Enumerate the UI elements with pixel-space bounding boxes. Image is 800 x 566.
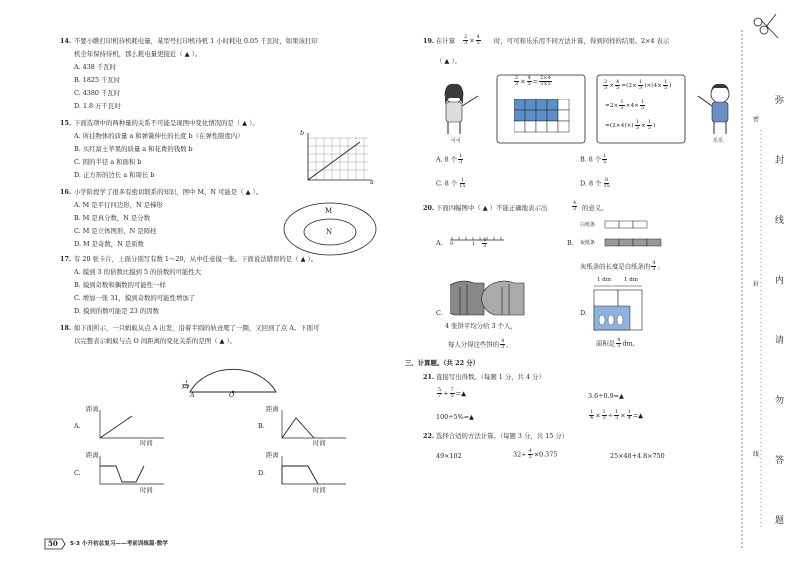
q20-nl-zero: 0	[450, 241, 454, 247]
q20-number: 20.	[423, 204, 435, 212]
scissors-icon	[748, 8, 798, 48]
q16-option-a: A. M 是平行四边形，N 是梯形	[74, 201, 163, 209]
side-char-7: 答	[775, 456, 785, 466]
side-char-3: 线	[775, 216, 785, 226]
q18-graph-b-xlabel: 时间	[313, 439, 326, 447]
q16-label-n: N	[326, 228, 333, 236]
q21-text: 直接写出得数。（每题 1 分，共 4 分）	[436, 373, 545, 381]
page-number: 50	[48, 539, 58, 548]
q20-nl-frac: $\frac{4}{3}$	[483, 237, 487, 249]
cut-line	[737, 30, 747, 550]
q18-graph-a-xlabel: 时间	[140, 439, 153, 447]
q14-option-c: C. 4380 千瓦时	[74, 89, 121, 97]
q19-option-a: A. 8 个 $\frac{1}{3}$	[436, 153, 463, 165]
q20-dm-label-2: 1 dm	[624, 277, 638, 283]
q20-nl-one: 1	[472, 241, 476, 247]
q16-option-d: D. M 是奇数，N 是质数	[74, 240, 144, 248]
q14-number: 14.	[60, 37, 72, 45]
q16-option-c: C. M 是立体图形，N 是圆柱	[74, 227, 157, 235]
q15-axis-a-label: a	[370, 178, 374, 186]
q18-graph-a	[98, 408, 168, 442]
q20-fraction: $\frac{4}{3}$	[573, 200, 577, 212]
q19-stem-2: （ ▲ ）。	[436, 57, 461, 65]
q22-number: 22.	[423, 432, 435, 440]
q20-pizza-text-2: 每人分得这些饼的 $\frac{4}{3}$ 。	[448, 338, 513, 350]
q20-area-figure	[592, 284, 652, 332]
q15-option-b: B. 买红富士苹果的质量 a 和花费的钱数 b	[74, 145, 193, 153]
side-char-8: 题	[775, 516, 785, 526]
q18-graph-c-ylabel: 距离	[86, 451, 99, 459]
q18-graph-c	[98, 454, 168, 488]
q18-stem: 如下面所示，一只蚂蚁从点 A 出发，沿着半圆的轨迹爬了一圈，又回到了点 A。下面可	[74, 324, 320, 332]
q18-graph-c-letter: C.	[74, 469, 81, 477]
q20-strips	[604, 220, 664, 250]
q15-option-a: A. 所挂物体的质量 a 和弹簧伸长的长度 b（在弹性限度内）	[74, 132, 244, 140]
q20-label-a: A.	[436, 239, 443, 247]
q22-expr-1: 49×102	[436, 452, 462, 460]
q16-label-m: M	[325, 207, 333, 215]
seal-mark-1: 密	[753, 116, 760, 123]
side-char-6: 勿	[775, 396, 785, 406]
q19-shaded-grid	[514, 99, 572, 137]
q20-label-b: B.	[567, 239, 574, 247]
q20-number-line	[448, 232, 508, 256]
q18-point-a: A	[190, 391, 195, 399]
q22-text: 选择合适的方法计算。（每题 3 分，共 15 分）	[436, 432, 569, 440]
side-char-1: 弥	[775, 96, 785, 106]
q19-formula-line-1: $\frac{2}{3}$ × $\frac{4}{5}$ =(2× $\frac{1}{3}$ )×(4× $\frac{1}{5}$ )	[604, 79, 672, 91]
name-lele: 乐乐	[713, 138, 724, 144]
q20-gray-text: 灰纸条的长度是白纸条的 $\frac{4}{3}$ 。	[580, 260, 664, 272]
q20-area-text: 面积是 $\frac{4}{3}$ dm。	[596, 337, 639, 349]
q20-dm-label-1: 1 dm	[597, 277, 611, 283]
q16-option-b: B. M 是真分数，N 是分数	[74, 214, 151, 222]
q20-pizza-text-1: 4 张饼平均分给 3 个人，	[445, 322, 517, 330]
q19-option-c: C. 8 个 $\frac{1}{15}$	[436, 177, 466, 189]
q16-stem: 小学阶段学了很多有密切联系的知识，图中 M、N 可能是（ ▲ ）。	[74, 188, 263, 196]
book-title: 5·3 小升初总复习——考前训练篇·数学	[70, 541, 168, 547]
name-keke: 可可	[451, 138, 462, 144]
q20-pizza-figure	[450, 277, 530, 321]
q19-stem-b: 时，可可和乐乐用不同方法计算，得到同样的结果。2×4 表示	[494, 37, 670, 45]
q18-graph-b-ylabel: 距离	[266, 405, 279, 413]
q21-expr-2: 3.6÷0.9=▲	[588, 392, 624, 400]
q21-expr-4: $\frac{1}{4}$ × $\frac{1}{3}$ ÷ $\frac{1}{3}$ × $\frac{1}{4}$ =▲	[590, 409, 644, 421]
q19-formula-line-2: =2× $\frac{1}{3}$ ×4× $\frac{1}{5}$	[605, 99, 645, 111]
q22-expr-2: 32÷ $\frac{4}{5}$ ×0.375	[513, 448, 558, 460]
q19-number: 19.	[423, 37, 435, 45]
side-char-4: 内	[775, 276, 785, 286]
q20-label-d: D.	[580, 309, 587, 317]
q18-semicircle-figure	[172, 350, 282, 400]
q18-graph-d-letter: D.	[258, 469, 265, 477]
q17-number: 17.	[60, 255, 72, 263]
q19-stem-a: 在计算	[436, 37, 456, 45]
q15-option-d: D. 正方形的边长 a 和周长 b	[74, 171, 155, 179]
q14-stem-2: 机全年保持待机，那么耗电量更接近（ ▲ ）。	[74, 50, 202, 58]
q21-expr-3: 100÷5%=▲	[436, 413, 474, 421]
q14-stem: 不要小瞧打印机待机耗电量，某型号打印机待机 1 小时耗电 0.05 千瓦时，如果该打印	[74, 37, 318, 45]
q20-label-c: C.	[436, 309, 443, 317]
q19-formula-line-3: =(2×4)×( $\frac{1}{3}$ × $\frac{1}{5}$ )	[605, 119, 656, 131]
q15-stem: 下面选项中的两种量的关系不可能呈现图中变化情况的是（ ▲ ）。	[74, 119, 259, 127]
q15-option-c: C. 圆的半径 a 和面积 b	[74, 158, 142, 166]
q20-stem-b: 的意义。	[582, 204, 608, 212]
q19-grid-formula: $\frac{2}{3}$ × $\frac{4}{5}$ = $\frac{2\times 4}{3\times 5}$	[515, 75, 551, 87]
q18-graph-d-ylabel: 距离	[266, 451, 279, 459]
q17-stem: 有 20 张卡片，上面分别写有数 1～20，从中任意摸一张。下面说法错误的是（ ▲ ）。	[74, 255, 318, 263]
q18-graph-a-ylabel: 距离	[86, 405, 99, 413]
q18-graph-c-xlabel: 时间	[140, 486, 153, 494]
q20-stem-a: 下面四幅图中（ ▲ ）不能正确地表示出	[436, 204, 548, 212]
girl-kekeicon	[432, 80, 482, 138]
q20-white-strip-label: 白纸条	[580, 222, 596, 228]
q17-option-a: A. 摸到 3 的倍数比摸到 5 的倍数的可能性大	[74, 268, 202, 276]
q17-option-c: C. 增加一张 31，摸到奇数的可能性增加了	[74, 294, 196, 302]
q20-gray-strip-label: 灰纸条	[580, 240, 596, 246]
q21-expr-1: $\frac{5}{7}$ + $\frac{7}{5}$ =▲	[438, 387, 467, 399]
q15-number: 15.	[60, 119, 72, 127]
q19-expression: $\frac{2}{3}$ × $\frac{4}{5}$	[464, 34, 480, 46]
q16-number: 16.	[60, 188, 72, 196]
q15-axis-b-label: b	[300, 129, 305, 137]
q19-option-b: B. 8 个 $\frac{1}{5}$	[580, 153, 607, 165]
q18-number: 18.	[60, 324, 72, 332]
q14-option-b: B. 1825 千瓦时	[74, 76, 121, 84]
q14-option-d: D. 1.8 万千瓦时	[74, 102, 121, 110]
section-3-title: 三、计算题。（共 22 分）	[405, 359, 480, 367]
q17-option-d: D. 摸到的数可能是 23 的因数	[74, 307, 160, 315]
q14-option-a: A. 438 千瓦时	[74, 63, 117, 71]
seal-mark-2: 封	[753, 281, 760, 288]
q22-expr-3: 25×48+4.8×750	[610, 452, 665, 460]
q18-point-o: O	[229, 391, 235, 399]
q18-graph-b-letter: B.	[258, 422, 265, 430]
side-char-2: 封	[775, 156, 785, 166]
q18-graph-d	[280, 454, 350, 488]
q15-line-graph	[298, 128, 378, 188]
side-char-5: 请	[775, 336, 785, 346]
q19-option-d: D. 8 个 $\frac{8}{15}$	[580, 177, 610, 189]
q18-graph-a-letter: A.	[74, 422, 81, 430]
q18-stem-2: 以完整表示蚂蚁与点 O 间距离的变化关系的是图（ ▲ ）。	[74, 337, 237, 345]
q17-option-b: B. 摸到奇数和偶数的可能性一样	[74, 281, 166, 289]
q18-graph-b	[280, 408, 350, 442]
seal-mark-3: 线	[753, 451, 760, 458]
q21-number: 21.	[423, 373, 435, 381]
seal-line	[758, 130, 764, 530]
q18-graph-d-xlabel: 时间	[313, 486, 326, 494]
